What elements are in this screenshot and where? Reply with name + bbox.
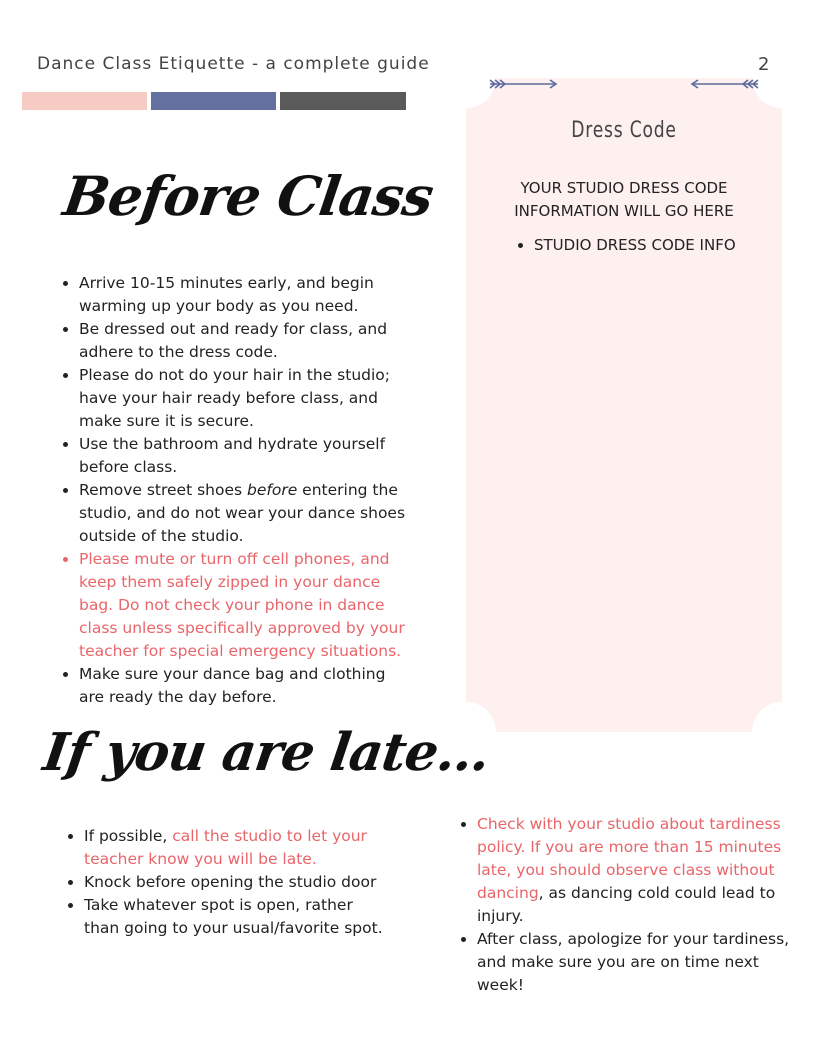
- list-item: • Please do not do your hair in the studio; have your hair ready before class, and make sure it is secure.: [79, 364, 409, 433]
- before-class-list: [59, 272, 409, 709]
- arrow-left-icon: [690, 78, 760, 90]
- list-item: [84, 825, 384, 871]
- color-bar-gray: [280, 92, 406, 110]
- list-item: • Knock before opening the studio door: [84, 871, 384, 894]
- color-bar-blue: [151, 92, 276, 110]
- list-item-highlight: Check with your studio about tardiness policy. If you are more than 15 minutes late, you should observe class without dancing: [477, 815, 782, 902]
- list-item-text: Remove street shoes: [79, 481, 248, 499]
- dress-code-info: YOUR STUDIO DRESS CODE INFORMATION WILL GO HERE: [514, 179, 734, 220]
- arrow-right-icon: [488, 78, 558, 90]
- page-number: 2: [758, 54, 770, 75]
- list-item: [79, 479, 409, 548]
- dress-code-panel: [466, 78, 782, 732]
- list-item: • Use the bathroom and hydrate yourself before class.: [79, 433, 409, 479]
- list-item: • Take whatever spot is open, rather than going to your usual/favorite spot.: [84, 894, 384, 940]
- dress-code-list: [516, 236, 736, 254]
- list-item: • After class, apologize for your tardiness, and make sure you are on time next week!: [477, 928, 807, 997]
- list-item-emphasis: before: [247, 481, 298, 499]
- dress-code-title: Dress Code: [571, 118, 677, 143]
- late-list-left: [64, 825, 384, 940]
- list-item-highlight: call the studio to let your teacher know you will be late.: [84, 827, 367, 868]
- list-item: • Be dressed out and ready for class, and adhere to the dress code.: [79, 318, 409, 364]
- list-item: [477, 813, 807, 928]
- list-item-highlight: • Please mute or turn off cell phones, and keep them safely zipped in your dance bag. Do not check your phone in dance class unless specifically approved by your teacher for special emergency situations.: [79, 548, 409, 663]
- color-bar-pink: [22, 92, 147, 110]
- list-item-text: If possible,: [84, 827, 173, 845]
- list-item: • STUDIO DRESS CODE INFO: [534, 236, 736, 254]
- late-heading: If you are late...: [39, 722, 494, 783]
- list-item: • Make sure your dance bag and clothing are ready the day before.: [79, 663, 409, 709]
- list-item: • Arrive 10-15 minutes early, and begin warming up your body as you need.: [79, 272, 409, 318]
- late-list-right: [457, 813, 807, 997]
- list-item-text: , as dancing cold could lead to injury.: [477, 884, 776, 925]
- header-title: Dance Class Etiquette - a complete guide: [37, 54, 430, 74]
- before-class-heading: Before Class: [59, 164, 437, 228]
- list-item-text: entering the studio, and do not wear your dance shoes outside of the studio.: [79, 481, 406, 545]
